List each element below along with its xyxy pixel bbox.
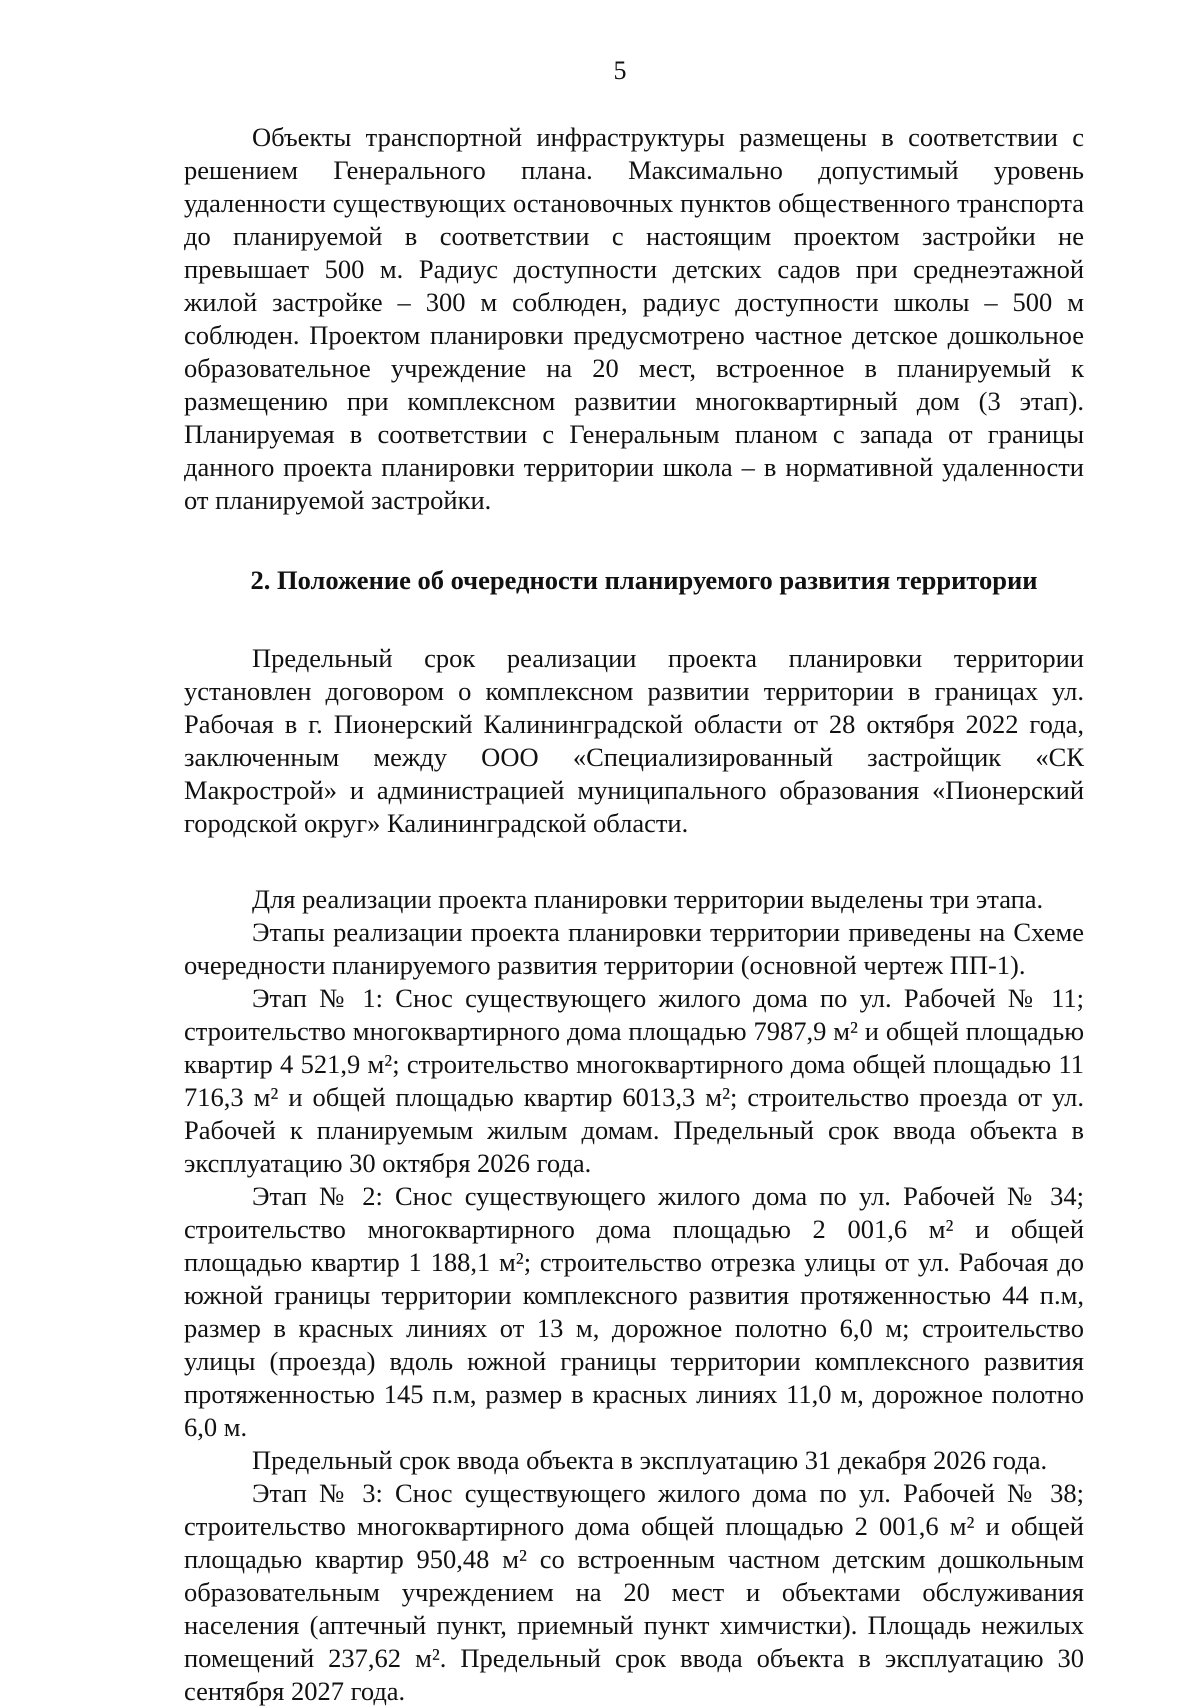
paragraph-term: Предельный срок реализации проекта планировки территории установлен договором о комплексном развитии территории в границах ул. Рабочая в г. Пионерский Калининградской области от 28 октября 2022 года, заключенным между ООО «Специализированный застройщик «СК Макрострой» и администрацией муниципального образования «Пионерский городской округ» Калининградской области. bbox=[184, 643, 1084, 838]
section-heading: 2. Положение об очередности планируемого развития территории bbox=[250, 565, 1038, 595]
page-number: 5 bbox=[613, 56, 627, 85]
paragraph-stages-scheme: Этапы реализации проекта планировки территории приведены на Схеме очередности планируемого развития территории (основной чертеж ПП-1). bbox=[184, 917, 1084, 980]
document-body bbox=[184, 121, 1084, 1708]
paragraph-stage-2-deadline: Предельный срок ввода объекта в эксплуатацию 31 декабря 2026 года. bbox=[252, 1445, 1048, 1475]
paragraph-stages-intro: Для реализации проекта планировки территории выделены три этапа. bbox=[252, 884, 1044, 914]
paragraph-stage-1: Этап № 1: Снос существующего жилого дома по ул. Рабочей № 11; строительство многоквартирного дома площадью 7987,9 м² и общей площадью квартир 4 521,9 м²; строительство многоквартирного дома общей площадью 11 716,3 м² и общей площадью квартир 6013,3 м²; строительство проезда от ул. Рабочей к планируемым жилым домам. Предельный срок ввода объекта в эксплуатацию 30 октября 2026 года. bbox=[184, 983, 1084, 1178]
paragraph-transport: Объекты транспортной инфраструктуры размещены в соответствии с решением Генерального плана. Максимально допустимый уровень удаленности существующих остановочных пунктов общественного транспорта до планируемой в соответствии с настоящим проектом застройки не превышает 500 м. Радиус доступности детских садов при среднеэтажной жилой застройке – 300 м соблюден, радиус доступности школы – 500 м соблюден. Проектом планировки предусмотрено частное детское дошкольное образовательное учреждение на 20 мест, встроенное в планируемый к размещению при комплексном развитии многоквартирный дом (3 этап). Планируемая в соответствии с Генеральным планом с запада от границы данного проекта планировки территории школа – в нормативной удаленности от планируемой застройки. bbox=[184, 122, 1084, 515]
paragraph-stage-3: Этап № 3: Снос существующего жилого дома по ул. Рабочей № 38; строительство многоквартирного дома общей площадью 2 001,6 м² и общей площадью квартир 950,48 м² со встроенным частном детским дошкольным образовательным учреждением на 20 мест и объектами обслуживания населения (аптечный пункт, приемный пункт химчистки). Площадь нежилых помещений 237,62 м². Предельный срок ввода объекта в эксплуатацию 30 сентября 2027 года. bbox=[184, 1478, 1084, 1706]
paragraph-stage-2: Этап № 2: Снос существующего жилого дома по ул. Рабочей № 34; строительство многоквартирного дома площадью 2 001,6 м² и общей площадью квартир 1 188,1 м²; строительство отрезка улицы от ул. Рабочая до южной границы территории комплексного развития протяженностью 44 п.м, размер в красных линиях от 13 м, дорожное полотно 6,0 м; строительство улицы (проезда) вдоль южной границы территории комплексного развития протяженностью 145 п.м, размер в красных линиях 11,0 м, дорожное полотно 6,0 м. bbox=[184, 1181, 1084, 1442]
